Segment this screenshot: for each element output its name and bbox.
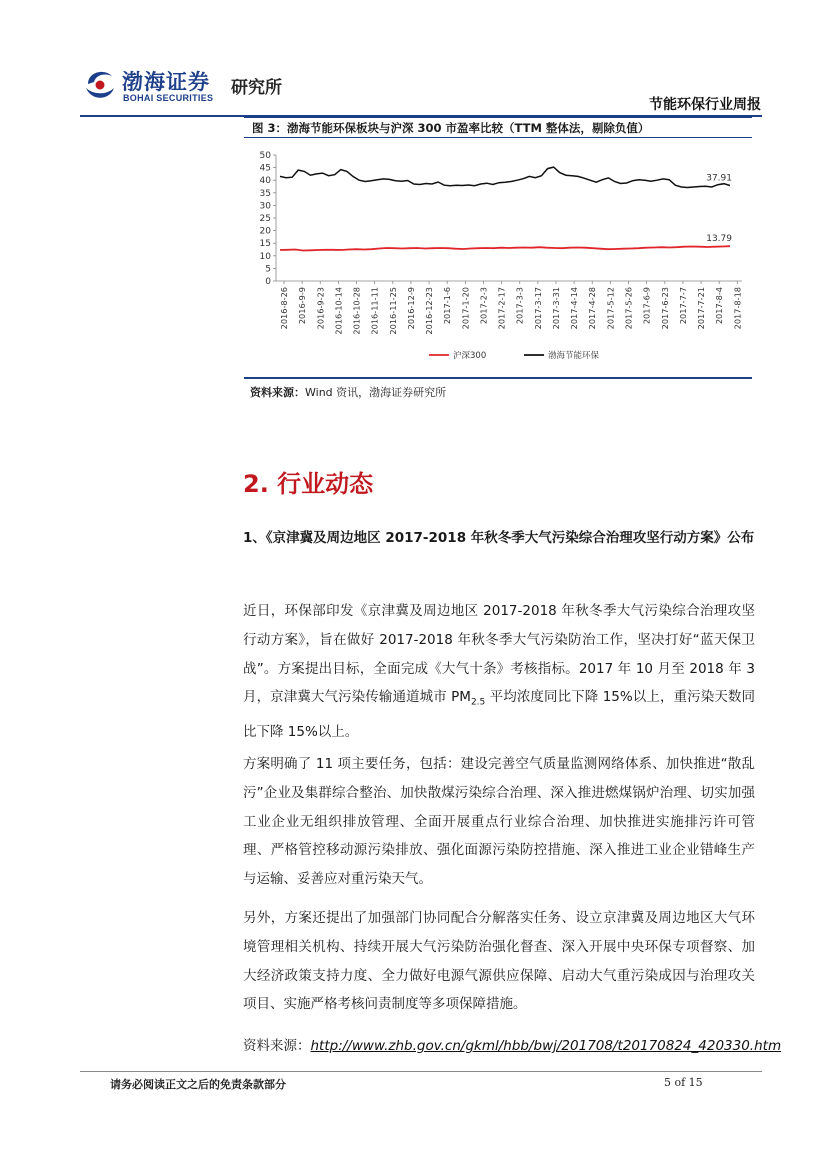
y-tick-label: 40 — [259, 176, 271, 187]
y-tick-label: 25 — [259, 214, 271, 224]
brand-name-en: BOHAI SECURITIES — [123, 93, 214, 103]
x-tick-label: 2017-7-7 — [677, 287, 688, 325]
y-tick-label: 0 — [265, 277, 271, 287]
series-line-hs300 — [280, 246, 730, 250]
x-tick-label: 2016-12-9 — [405, 287, 416, 330]
footer-divider — [80, 1071, 762, 1072]
paragraph-2: 方案明确了 11 项主要任务，包括：建设完善空气质量监测网络体系、加快推进“散乱污”企业及集群综合整治、加快散煤污染综合治理、深入推进燃煤锅炉治理、切实加强工业企业无组织排放管理、全面开展重点行业综合治理、加快推进实施排污许可管理、严格管控移动源污染排放、强化面源污染防控措施、深入推进工业企业错峰生产与运输、妥善应对重污染天气。 — [243, 756, 755, 888]
x-tick-label: 2017-5-12 — [605, 287, 616, 330]
reference-line — [243, 1034, 781, 1054]
x-tick-label: 2017-4-14 — [569, 287, 580, 330]
x-tick-label: 2017-2-3 — [478, 287, 489, 325]
end-value-label: 13.79 — [706, 234, 732, 245]
pe-ratio-line-chart — [244, 143, 764, 375]
x-tick-label: 2017-5-26 — [623, 287, 634, 330]
figure-caption: 图 3：渤海节能环保板块与沪深 300 市盈率比较（TTM 整体法，剔除负值） — [244, 117, 752, 138]
y-tick-label: 50 — [259, 151, 271, 161]
y-tick-label: 45 — [259, 163, 271, 174]
x-tick-label: 2017-1-6 — [442, 287, 453, 325]
report-type: 节能环保行业周报 — [649, 97, 761, 113]
figure-source — [250, 384, 446, 400]
y-tick-label: 10 — [259, 251, 271, 262]
x-tick-label: 2017-1-20 — [460, 287, 471, 330]
x-tick-label: 2017-6-9 — [641, 287, 652, 325]
x-tick-label: 2017-3-31 — [550, 287, 561, 330]
x-tick-label: 2016-11-11 — [369, 287, 380, 335]
series-line-bohai-env — [280, 167, 730, 187]
brand-name-cn: 渤海证券 — [122, 70, 210, 94]
paragraph-1-text-a: 近日，环保部印发《京津冀及周边地区 2017-2018 年秋冬季大气污染综合治理攻坚行动方案》，旨在做好 2017-2018 年秋冬季大气污染防治工作，坚决打好“蓝天保卫战”。方案提出目标，全面完成《大气十条》考核指标。2017 年 10 月至 2018 年 3 月，京津冀大气污染传输通道城市 PM — [243, 603, 755, 706]
x-tick-label: 2017-8-4 — [714, 287, 725, 325]
figure-source-label: 资料来源： — [250, 386, 305, 399]
x-tick-label: 2017-3-3 — [514, 287, 525, 325]
reference-link[interactable]: http://www.zhb.gov.cn/gkml/hbb/bwj/201708/t20170824_420330.htm — [310, 1038, 782, 1054]
x-tick-label: 2016-9-9 — [297, 287, 308, 325]
x-tick-label: 2017-4-28 — [587, 287, 598, 330]
section-title: 2. 行业动态 — [243, 470, 374, 498]
x-tick-label: 2016-10-14 — [333, 287, 344, 335]
pm-subscript: 2.5 — [470, 698, 486, 709]
y-tick-label: 20 — [259, 226, 271, 237]
footer-disclaimer: 请务必阅读正文之后的免责条款部分 — [110, 1078, 286, 1091]
legend-label: 渤海节能环保 — [548, 351, 600, 361]
x-tick-label: 2016-9-23 — [315, 287, 326, 330]
y-tick-label: 35 — [259, 188, 271, 199]
x-tick-label: 2017-3-17 — [532, 287, 543, 330]
bohai-logo-icon — [82, 64, 118, 104]
x-tick-label: 2016-12-23 — [424, 287, 435, 335]
paragraph-3: 另外，方案还提出了加强部门协同配合分解落实任务、设立京津冀及周边地区大气环境管理相关机构、持续开展大气污染防治强化督查、深入开展中央环保专项督察、加大经济政策支持力度、全力做好电源气源供应保障、启动大气重污染成因与治理攻关项目、实施严格考核问责制度等多项保障措施。 — [243, 910, 755, 1013]
x-tick-label: 2016-8-26 — [279, 287, 289, 330]
y-tick-label: 30 — [259, 201, 271, 212]
x-tick-label: 2017-6-23 — [659, 287, 670, 330]
x-tick-label: 2017-8-18 — [732, 287, 743, 330]
x-tick-label: 2017-2-17 — [496, 287, 507, 330]
x-tick-label: 2016-11-25 — [387, 287, 398, 335]
legend-label: 沪深300 — [453, 351, 487, 361]
figure-source-text: Wind 资讯，渤海证券研究所 — [305, 386, 447, 399]
reference-label: 资料来源： — [243, 1038, 311, 1054]
x-tick-label: 2017-7-21 — [696, 287, 707, 330]
x-tick-label: 2016-10-28 — [351, 287, 362, 335]
page-number: 5 of 15 — [664, 1076, 703, 1089]
paragraph-1-text-b: 平均浓度同比下降 15%以上，重污染天数同比下降 15%以上。 — [243, 689, 755, 740]
paragraph-1 — [243, 597, 755, 747]
y-tick-label: 5 — [265, 264, 271, 275]
figure-bottom-divider — [244, 377, 752, 379]
institute-label: 研究所 — [231, 78, 282, 98]
end-value-label: 37.91 — [706, 173, 732, 184]
y-tick-label: 15 — [259, 239, 271, 250]
news-subtitle: 1、《京津冀及周边地区 2017-2018 年秋冬季大气污染综合治理攻坚行动方案》公布 — [243, 530, 755, 546]
